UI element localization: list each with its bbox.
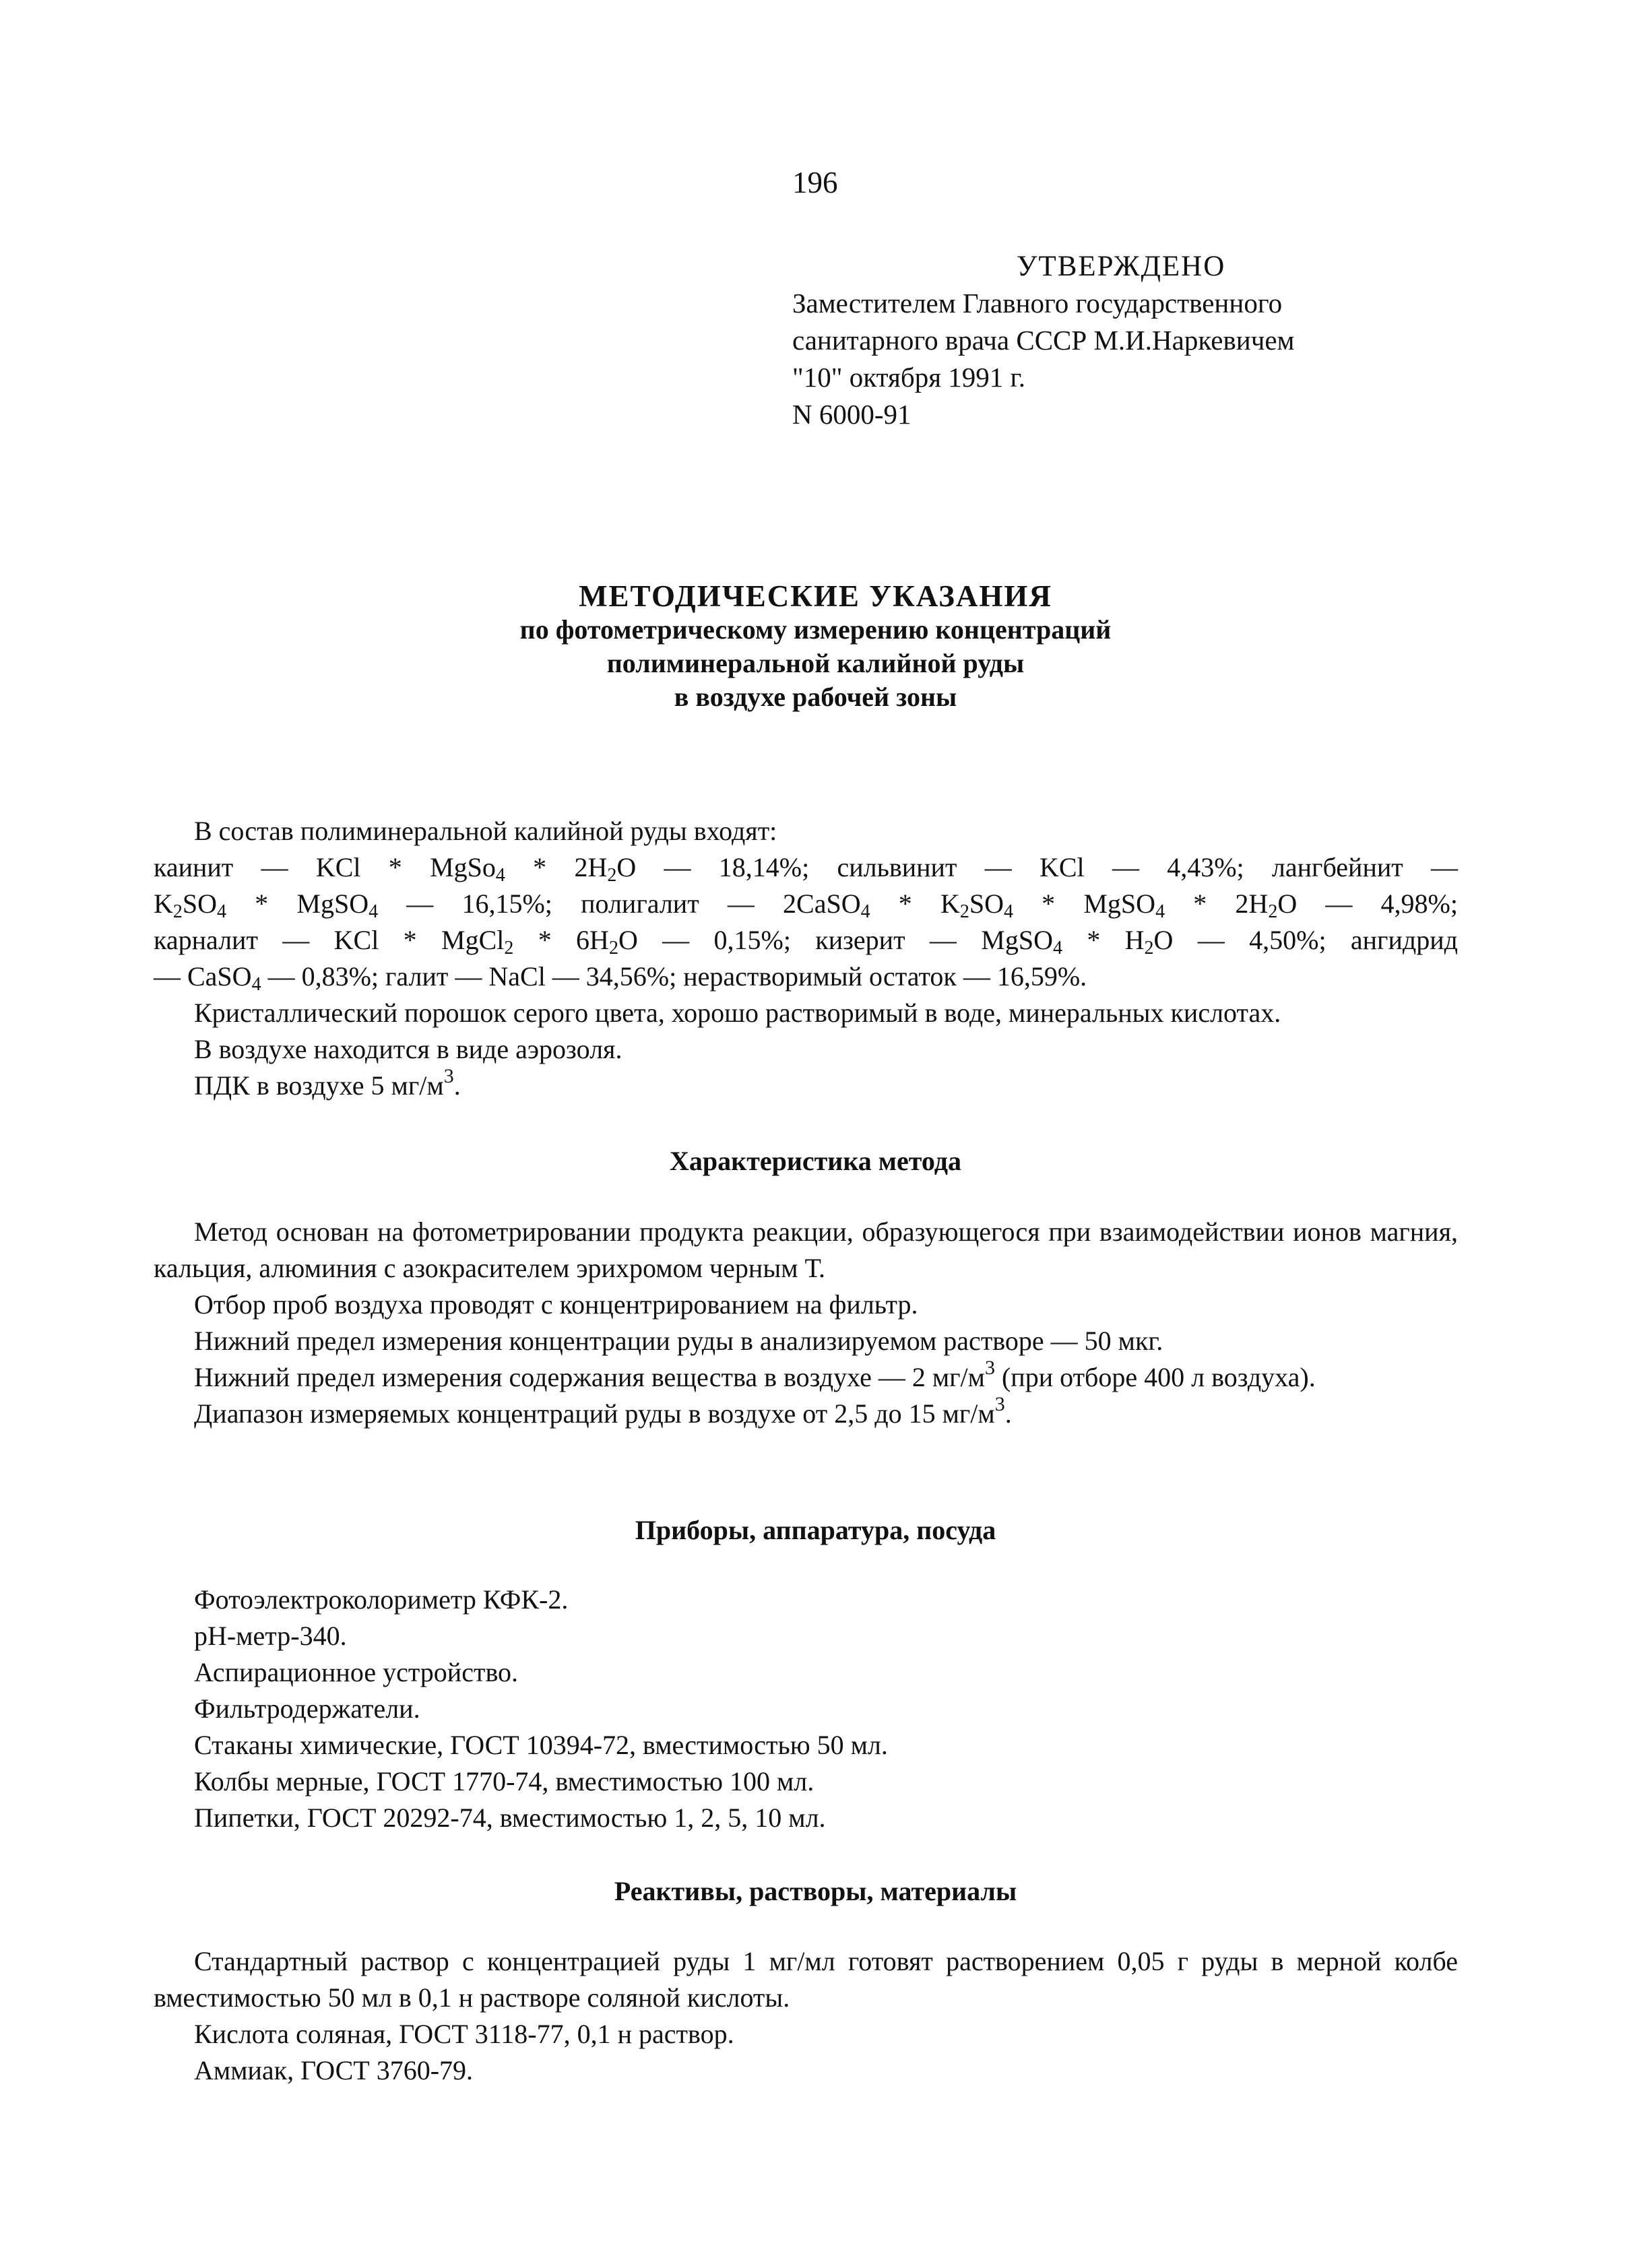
list-item: Стаканы химические, ГОСТ 10394-72, вместимостью 50 мл. — [194, 1730, 888, 1760]
composition-lead: В состав полиминеральной калийной руды входят: — [194, 816, 777, 846]
title-sub: полиминеральной калийной руды — [606, 648, 1025, 678]
composition-line: — CaSO$_4$ — 0,83%; галит — NaCl — 34,56%; нерастворимый остаток — 16,59%. — [154, 961, 1087, 995]
title-sub: по фотометрическому измерению концентраций — [519, 614, 1112, 645]
reagents-section — [154, 1943, 1458, 2089]
page-number: 196 — [792, 166, 838, 199]
method-paragraph: Нижний предел измерения содержания вещества в воздухе — 2 $мг/м^3$ (при отборе 400 л воздуха). — [194, 1357, 1316, 1392]
section-heading-equipment: Приборы, аппаратура, посуда — [635, 1515, 996, 1545]
method-paragraph: Диапазон измеряемых концентраций руды в воздухе от 2,5 до 15 $мг/м^3$. — [194, 1393, 1012, 1429]
reagents-paragraph: Аммиак, ГОСТ 3760-79. — [194, 2055, 474, 2085]
method-section — [154, 1214, 1458, 1432]
approval-line: санитарного врача СССР М.И.Наркевичем — [792, 325, 1295, 356]
title-sub: в воздухе рабочей зоны — [674, 682, 957, 712]
approval-stamp — [792, 248, 1295, 433]
composition-line: каинит — KCl * MgSo$_4$ * $2H_2O$ — 18,14%; сильвинит — KCl — 4,43%; лангбейнит — — [154, 852, 1459, 886]
approval-line: Заместителем Главного государственного — [792, 288, 1283, 319]
composition-paragraph — [154, 813, 1458, 1104]
reagents-paragraph: Стандартный раствор с концентрацией руды 1 мг/мл готовят растворением 0,05 г руды в мерной колбе вместимостью 50 мл в 0,1 н растворе соляной кислоты. — [154, 1946, 1458, 2013]
list-item: Аспирационное устройство. — [194, 1657, 519, 1687]
description: Кристаллический порошок серого цвета, хорошо растворимый в воде, минеральных кислотах. — [194, 998, 1281, 1028]
list-item: pH-метр-340. — [194, 1621, 347, 1651]
approval-number: N 6000-91 — [792, 399, 912, 430]
method-paragraph: Отбор проб воздуха проводят с концентрированием на фильтр. — [194, 1289, 918, 1320]
section-heading-method: Характеристика метода — [670, 1146, 961, 1176]
list-item: Пипетки, ГОСТ 20292-74, вместимостью 1, 2, 5, 10 мл. — [194, 1803, 826, 1833]
equipment-list — [154, 1582, 1458, 1836]
method-paragraph: Метод основан на фотометрировании продукта реакции, образующегося при взаимодействии ионов магния, кальция, алюминия с азокрасителем эрихромом черным Т. — [154, 1217, 1458, 1283]
list-item: Фильтродержатели. — [194, 1693, 420, 1724]
description: В воздухе находится в виде аэрозоля. — [194, 1034, 622, 1064]
list-item: Фотоэлектроколориметр КФК-2. — [194, 1584, 569, 1615]
method-paragraph: Нижний предел измерения концентрации руды в анализируемом растворе — 50 мкг. — [194, 1326, 1163, 1356]
section-heading-reagents: Реактивы, растворы, материалы — [614, 1876, 1017, 1906]
list-item: Колбы мерные, ГОСТ 1770-74, вместимостью 100 мл. — [194, 1766, 814, 1796]
pdk-value: ПДК в воздухе 5 $мг/м^3$. — [194, 1065, 461, 1101]
approval-heading: УТВЕРЖДЕНО — [1017, 251, 1226, 282]
document-title — [0, 579, 1631, 714]
composition-line: $K_2SO_4$ * MgSO$_4$ — 16,15%; полигалит — 2CaSO$_4$ * $K_2SO_4$ * MgSO$_4$ * $2H_2O$ — 4,98%; — [154, 888, 1458, 922]
composition-line: карналит — KCl * MgCl$_2$ * $6H_2O$ — 0,15%; кизерит — MgSO$_4$ * $H_2O$ — 4,50%; ангидрид — [154, 925, 1458, 959]
title-main: МЕТОДИЧЕСКИЕ УКАЗАНИЯ — [579, 579, 1052, 613]
approval-date: "10" октября 1991 г. — [792, 362, 1025, 393]
reagents-paragraph: Кислота соляная, ГОСТ 3118-77, 0,1 н раствор. — [194, 2019, 734, 2049]
